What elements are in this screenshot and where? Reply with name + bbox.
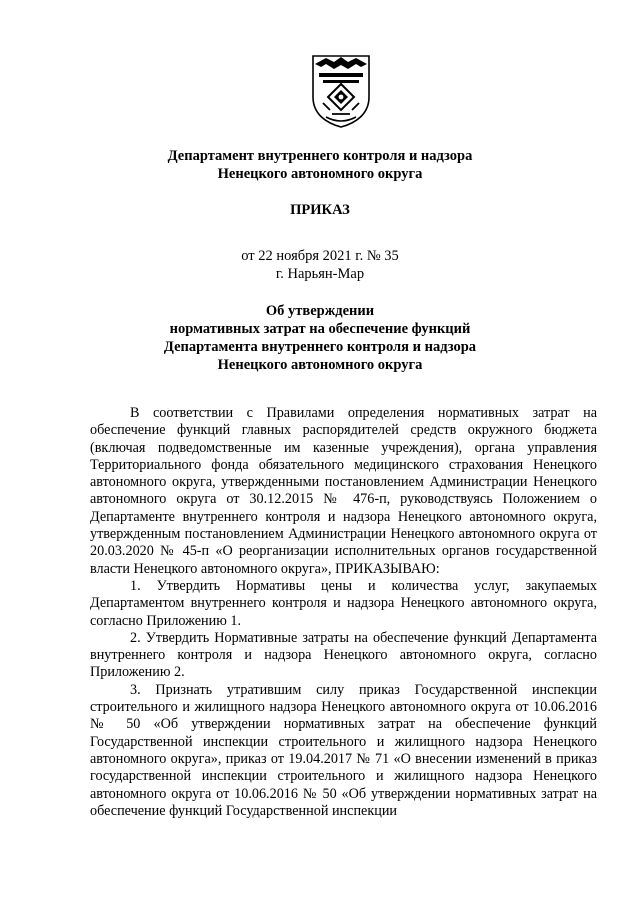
item-2-paragraph: 2. Утвердить Нормативные затраты на обеспечение функций Департамента внутреннего контроля и надзора Ненецкого автономного округа, согласно Приложению 2. <box>90 629 597 681</box>
subject-line3: Департамента внутреннего контроля и надзора <box>163 339 477 355</box>
item-1-paragraph: 1. Утвердить Нормативы цены и количества услуг, закупаемых Департаментом внутреннего контроля и надзора Ненецкого автономного округа, согласно Приложению 1. <box>90 577 597 629</box>
subject-line1: Об утверждении <box>265 303 375 319</box>
subject-line4: Ненецкого автономного округа <box>217 357 423 373</box>
subject-line2: нормативных затрат на обеспечение функций <box>169 321 471 337</box>
nao-coat-of-arms-icon <box>310 53 372 129</box>
org-name-line1: Департамент внутреннего контроля и надзора <box>167 148 473 164</box>
document-body <box>90 405 597 820</box>
document-place: г. Нарьян-Мар <box>275 266 365 282</box>
item-3-paragraph: 3. Признать утратившим силу приказ Государственной инспекции строительного и жилищного надзора Ненецкого автономного округа от 10.06.2016 № 50 «Об утверждении нормативных затрат на обеспечение функций Государственной инспекции строительного и жилищного надзора Ненецкого автономного округа», приказ от 19.04.2017 № 71 «О внесении изменений в приказ государственной инспекции строительного и жилищного надзора Ненецкого автономного округа от 10.06.2016 № 50 «Об утверждении нормативных затрат на обеспечение функций Государственной инспекции <box>90 681 597 819</box>
document-date-number: от 22 ноября 2021 г. № 35 <box>241 248 399 264</box>
preamble-paragraph: В соответствии с Правилами определения нормативных затрат на обеспечение функций главных распорядителей средств окружного бюджета (включая подведомственные им казенные учреждения), органа управления Территориального фонда обязательного медицинского страхования Ненецкого автономного округа, утвержденными постановлением Администрации Ненецкого автономного округа от 30.12.2015 № 476-п, руководствуясь Положением о Департаменте внутреннего контроля и надзора Ненецкого автономного округа, утвержденным постановлением Администрации Ненецкого автономного округа от 20.03.2020 № 45-п «О реорганизации исполнительных органов государственной власти Ненецкого автономного округа», ПРИКАЗЫВАЮ: <box>90 405 597 577</box>
document-type: ПРИКАЗ <box>290 202 350 218</box>
org-name-line2: Ненецкого автономного округа <box>217 166 423 182</box>
